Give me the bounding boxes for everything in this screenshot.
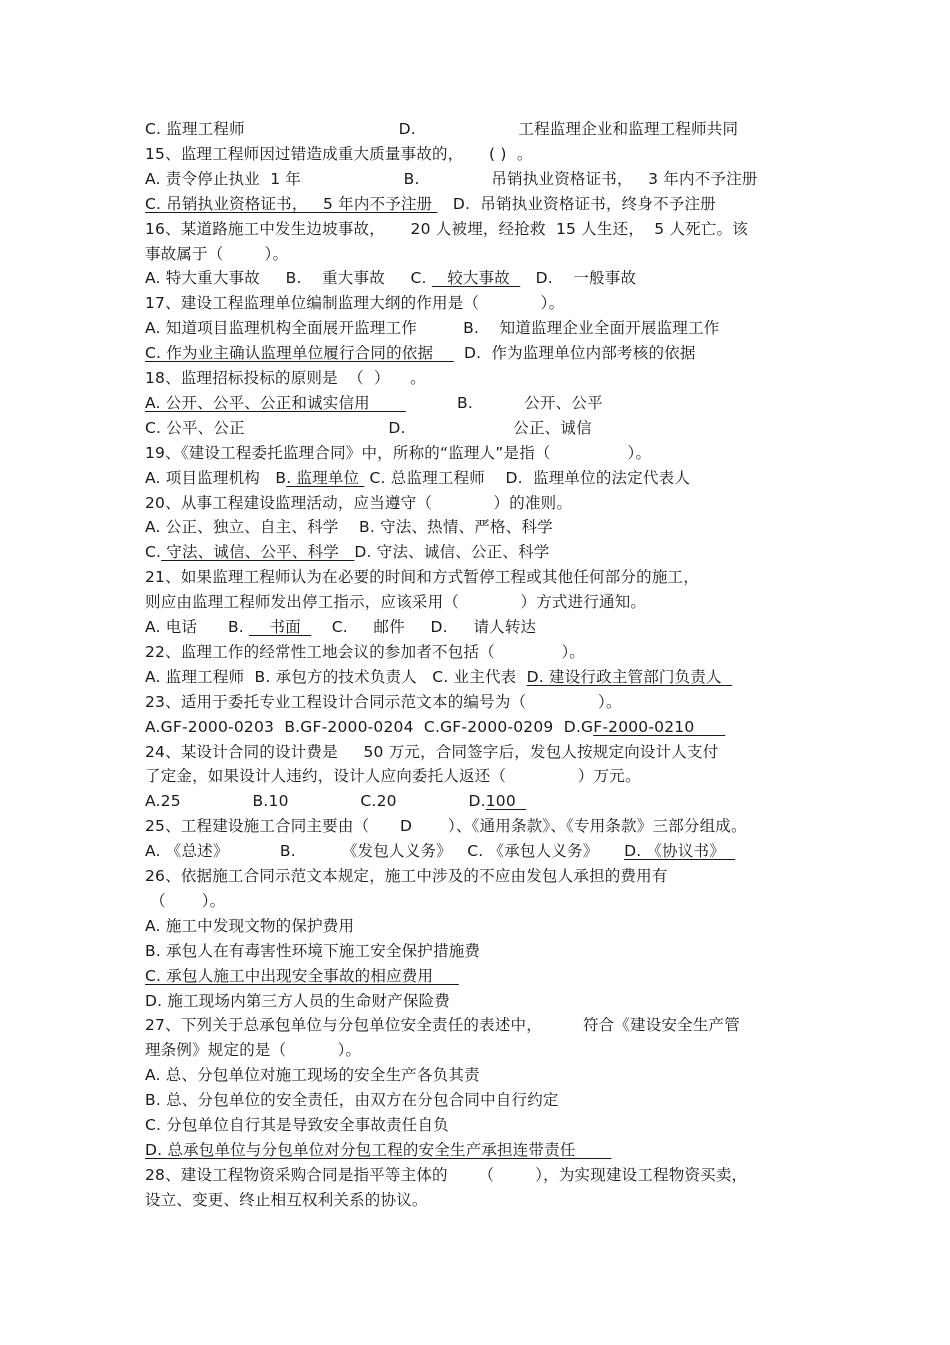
text-line (145, 1138, 611, 1163)
text-line (145, 416, 592, 441)
text-line (145, 366, 426, 391)
text-line (145, 441, 651, 466)
underlined-answer: 较大事故 (431, 269, 521, 288)
text-line (145, 814, 747, 839)
line-text: B. 承包人在有毒害性环境下施工安全保护措施费 (145, 941, 481, 960)
text-line (145, 1038, 361, 1063)
line-text: 17、建设工程监理单位编制监理大纲的作用是（ ）。 (145, 294, 565, 313)
text-line (145, 1113, 449, 1138)
underlined-answer: 守法、诚信、公平、科学 (161, 543, 355, 562)
text-line (145, 839, 735, 864)
text-line (145, 939, 480, 964)
line-text: 25、工程建设施工合同主要由（ D ）、《通用条款》、《专用条款》三部分组成。 (145, 817, 747, 836)
underlined-answer: C. 吊销执业资格证书， 5 年内不予注册 (145, 194, 438, 213)
text-line (145, 914, 354, 939)
text-line (145, 515, 553, 540)
text-line (145, 565, 699, 590)
line-text: 设立、变更、终止相互权利关系的协议。 (145, 1190, 428, 1209)
text-line (145, 491, 572, 516)
text-line (145, 266, 636, 291)
underlined-answer: A. 公开、公平、公正和诚实信用 (145, 393, 406, 412)
line-text: 18、监理招标投标的原则是 （ ） 。 (145, 369, 426, 387)
text-line (145, 167, 757, 192)
text-line (145, 1188, 428, 1213)
text-line (145, 316, 719, 341)
text-line (145, 640, 585, 665)
text-line (145, 1063, 480, 1088)
line-text: A.25 B.10 C.20 D. (145, 792, 486, 811)
line-text: 则应由监理工程师发出停工指示，应该采用（ ）方式进行通知。 (145, 593, 647, 612)
line-text: 28、建设工程物资采购合同是指平等主体的 （ ），为实现建设工程物资买卖， (145, 1165, 748, 1184)
text-line (145, 740, 718, 765)
line-text: A. 施工中发现文物的保护费用 (145, 916, 355, 935)
line-text: A. 知道项目监理机构全面展开监理工作 B. 知道监理企业全面开展监理工作 (145, 319, 720, 338)
text-line (145, 1013, 740, 1038)
underlined-answer: 100 (485, 792, 527, 811)
line-text: （ ）。 (145, 891, 226, 910)
line-text: A.GF-2000-0203 B.GF-2000-0204 C.GF-2000-0209 D.G (145, 717, 594, 736)
text-line (145, 192, 716, 217)
line-text: A. 《总述》 B. 《发包人义务》 C. 《承包人义务》 (145, 842, 625, 861)
text-line (145, 989, 450, 1014)
text-line (145, 466, 690, 491)
text-line (145, 1088, 559, 1113)
line-text: 了定金，如果设计人违约，设计人应向委托人返还（ ）万元。 (145, 767, 641, 786)
text-line (145, 291, 564, 316)
line-text: B. 总、分包单位的安全责任，由双方在分包合同中自行约定 (145, 1091, 559, 1110)
line-text: 21、如果监理工程师认为在必要的时间和方式暂停工程或其他任何部分的施工， (145, 568, 699, 587)
line-text: A. 特大重大事故 B. 重大事故 C. (145, 269, 432, 288)
text-line (145, 615, 536, 640)
text-line (145, 217, 748, 242)
text-line (145, 789, 526, 814)
line-text: 22、监理工作的经常性工地会议的参加者不包括（ ）。 (145, 642, 586, 661)
underlined-answer: C. 作为业主确认监理单位履行合同的依据 (145, 344, 454, 363)
line-text: 理条例》规定的是（ ）。 (145, 1041, 362, 1060)
line-text: D. 施工现场内第三方人员的生命财产保险费 (145, 991, 450, 1010)
line-text: 19、《建设工程委托监理合同》中，所称的“监理人”是指（ ）。 (145, 443, 652, 462)
text-line (145, 117, 738, 142)
line-text: 20、从事工程建设监理活动，应当遵守（ ）的准则。 (145, 493, 573, 512)
text-line (145, 242, 288, 267)
line-text: C. 邮件 D. 请人转达 (311, 618, 537, 636)
underlined-answer: D. 《协议书》 (624, 842, 736, 861)
line-text: A. 总、分包单位对施工现场的安全生产各负其责 (145, 1066, 480, 1085)
text-line (145, 690, 622, 715)
line-text: C. 公平、公正 D. 公正、诚信 (145, 418, 592, 437)
line-text: 事故属于（ ）。 (145, 244, 289, 263)
underlined-answer: . 监理单位 (286, 468, 365, 487)
line-text: D. 守法、诚信、公正、科学 (354, 543, 550, 562)
text-line (145, 715, 725, 740)
underlined-answer: D. 总承包单位与分包单位对分包工程的安全生产承担连带责任 (145, 1140, 612, 1159)
text-line (145, 964, 459, 989)
line-text: D. 一般事故 (520, 269, 637, 288)
line-text: B. 公开、公平 (405, 393, 603, 412)
line-text: A. 项目监理机构 B (145, 468, 287, 487)
line-text: C. 分包单位自行其是导致安全事故责任自负 (145, 1116, 449, 1134)
line-text: 15、监理工程师因过错造成重大质量事故的， ( ) 。 (145, 144, 533, 163)
line-text: D. 吊销执业资格证书，终身不予注册 (437, 194, 716, 213)
line-text: 27、下列关于总承包单位与分包单位安全责任的表述中， 符合《建设安全生产管 (145, 1016, 740, 1035)
text-line (145, 764, 641, 789)
text-line (145, 665, 732, 690)
underlined-answer: 书面 (249, 618, 312, 636)
text-line (145, 590, 646, 615)
text-line (145, 391, 603, 416)
underlined-answer: D. 建设行政主管部门负责人 (526, 667, 732, 686)
text-line (145, 341, 696, 366)
line-text: A. 电话 B. (145, 618, 250, 636)
line-text: C. 监理工程师 D. 工程监理企业和监理工程师共同 (145, 120, 739, 138)
line-text: C. (145, 543, 162, 562)
text-line (145, 889, 225, 914)
text-line (145, 1163, 747, 1188)
line-text: A. 监理工程师 B. 承包方的技术负责人 C. 业主代表 (145, 667, 527, 686)
line-text: 26、依据施工合同示范文本规定，施工中涉及的不应由发包人承担的费用有 (145, 867, 668, 885)
line-text: C. 总监理工程师 D. 监理单位的法定代表人 (364, 468, 691, 487)
line-text: 24、某设计合同的设计费是 50 万元，合同签字后，发包人按规定向设计人支付 (145, 742, 719, 761)
underlined-answer: F-2000-0210 (593, 717, 726, 736)
text-line (145, 540, 549, 565)
underlined-answer: C. 承包人施工中出现安全事故的相应费用 (145, 966, 459, 985)
line-text: 23、适用于委托专业工程设计合同示范文本的编号为（ ）。 (145, 692, 622, 711)
line-text: A. 公正、独立、自主、科学 B. 守法、热情、严格、科学 (145, 518, 553, 537)
text-line (145, 142, 533, 167)
line-text: 16、某道路施工中发生边坡事故， 20 人被埋，经抢救 15 人生还， 5 人死亡。该 (145, 219, 748, 238)
text-line (145, 864, 668, 889)
line-text: A. 责令停止执业 1 年 B. 吊销执业资格证书， 3 年内不予注册 (145, 169, 758, 188)
line-text: D. 作为监理单位内部考核的依据 (453, 344, 696, 363)
